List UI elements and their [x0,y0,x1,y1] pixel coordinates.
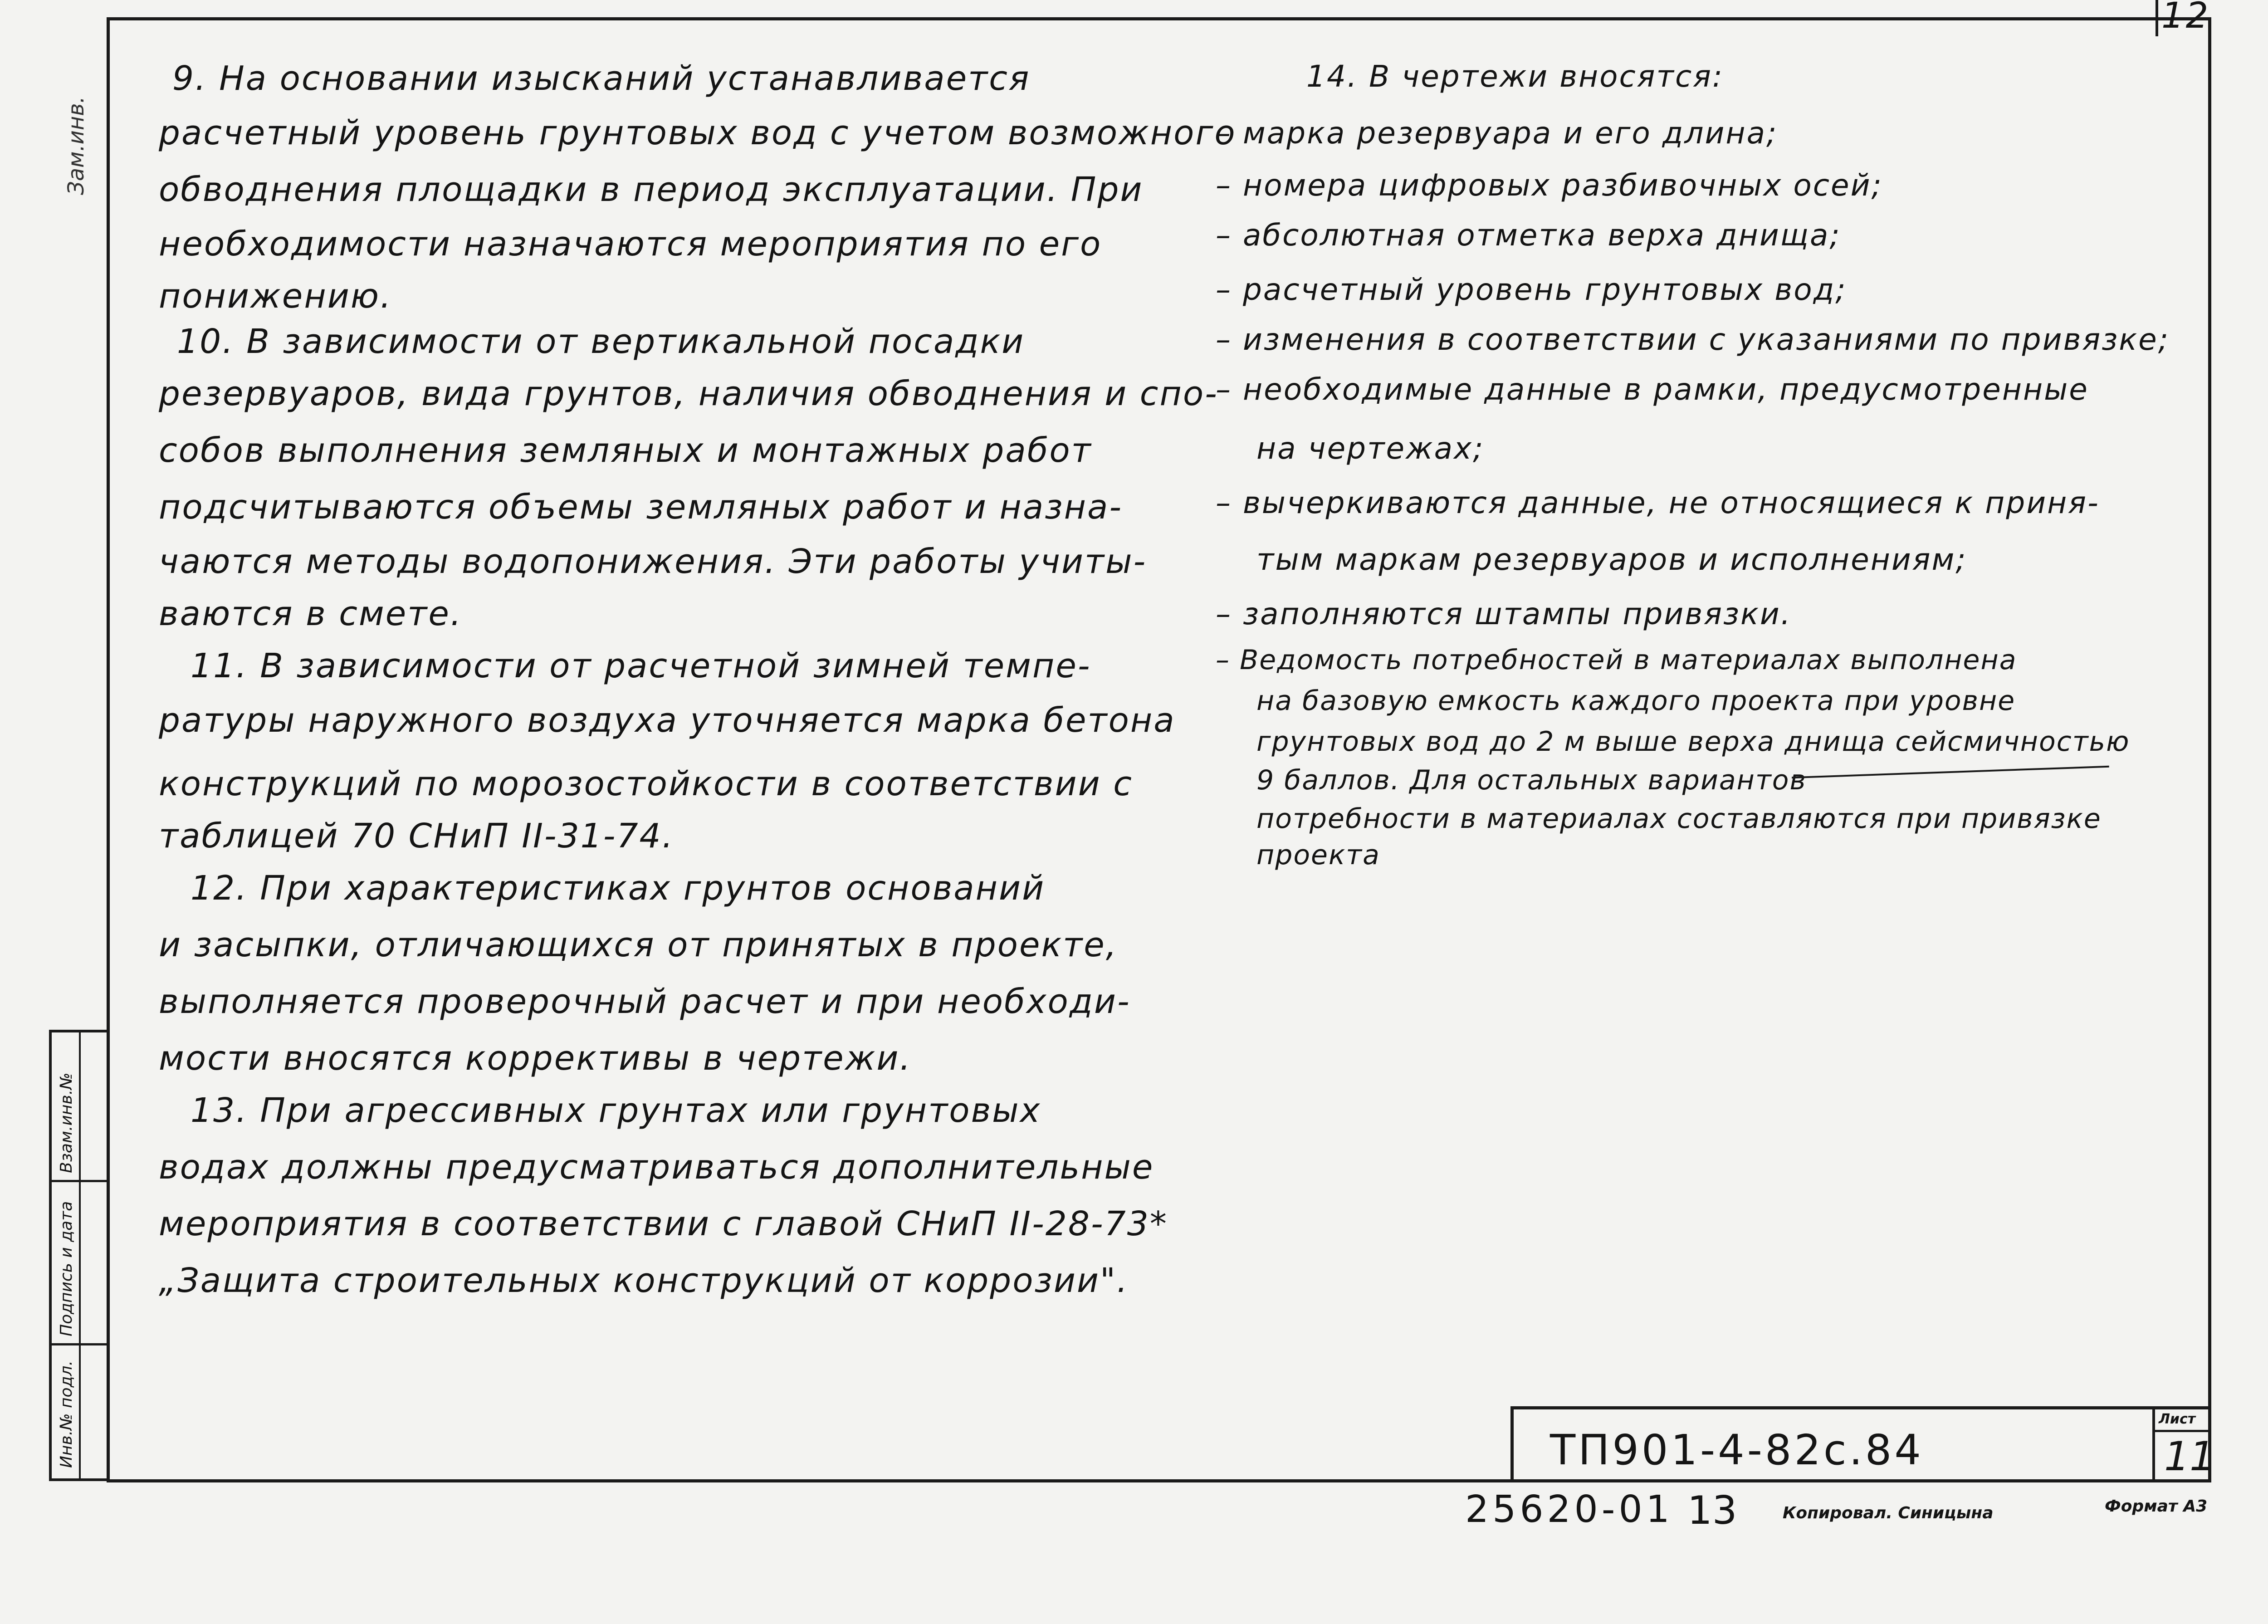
page-number: 13 [1687,1488,1737,1533]
text-line: 11. В зависимости от расчетной зимней темпе- [191,646,1091,685]
text-line: и засыпки, отличающихся от принятых в проекте, [159,925,1118,964]
text-line: понижению. [159,277,392,316]
text-line: выполняется проверочный расчет и при необходи- [159,982,1131,1021]
text-line: проекта [1256,839,1380,871]
side-stamp-cell [52,1345,108,1478]
text-line: – марка резервуара и его длина; [1216,116,1778,151]
text-line: 13. При агрессивных грунтах или грунтовых [191,1091,1041,1130]
text-line: таблицей 70 СНиП II-31-74. [159,817,675,856]
drawing-code: ТП901-4-82с.84 [1550,1426,1924,1474]
text-line: – заполняются штампы привязки. [1216,597,1792,631]
side-stamp-label: Подпись и дата [57,1201,76,1336]
sheet-cell-divider [2155,1430,2211,1432]
side-stamp-label: Инв.№ подл. [57,1360,76,1468]
text-line: – расчетный уровень грунтовых вод; [1216,272,1847,307]
text-line: чаются методы водопонижения. Эти работы учиты- [159,542,1147,581]
text-line: резервуаров, вида грунтов, наличия обводнения и спо- [159,374,1218,413]
sheet-cell [2152,1409,2215,1482]
text-line: – изменения в соответствии с указаниями по привязке; [1216,322,2170,357]
side-stamp-cell [52,1032,108,1182]
text-line: мости вносятся коррективы в чертежи. [159,1039,912,1078]
copied-by: Копировал. Синицына [1783,1504,1994,1522]
paper-format: Формат А3 [2105,1497,2208,1516]
corner-divider [2156,0,2158,36]
text-line: ратуры наружного воздуха уточняется марка бетона [159,701,1176,740]
text-line: водах должны предусматриваться дополнительные [159,1148,1154,1187]
text-line: грунтовых вод до 2 м выше верха днища сейсмичностью [1256,726,2130,758]
top-sheet-number: 12 [2161,0,2210,36]
inventory-number: 25620-01 [1465,1488,1673,1531]
text-line: 10. В зависимости от вертикальной посадки [177,322,1025,361]
text-line: мероприятия в соответствии с главой СНиП II-28-73* [159,1204,1168,1243]
text-line: – вычеркиваются данные, не относящиеся к приня- [1216,485,2100,520]
text-line: – необходимые данные в рамки, предусмотренные [1216,372,2089,407]
sheet-number: 11 [2164,1433,2215,1480]
text-line: собов выполнения земляных и монтажных работ [159,431,1092,470]
text-line: подсчитываются объемы земляных работ и назна- [159,488,1123,527]
side-approval-stamp [49,1030,108,1481]
sheet-label: Лист [2159,1411,2196,1427]
side-stamp-cell [52,1182,108,1345]
text-line: – номера цифровых разбивочных осей; [1216,168,1883,203]
text-line: – Ведомость потребностей в материалах выполнена [1216,644,2017,676]
text-line: необходимости назначаются мероприятия по его [159,225,1102,264]
text-line: на базовую емкость каждого проекта при уровне [1256,685,2016,717]
text-line: 14. В чертежи вносятся: [1306,59,1724,94]
title-block [1510,1406,2215,1482]
text-line: тым маркам резервуаров и исполнениям; [1256,542,1967,577]
text-line: „Защита строительных конструкций от коррозии". [159,1261,1129,1300]
text-line: на чертежах; [1256,431,1485,466]
archive-mark: Зам.инв. [64,96,89,195]
text-line: потребности в материалах составляются при привязке [1256,803,2102,835]
text-line: 9. На основании изысканий устанавливается [172,59,1031,98]
text-line: конструкций по морозостойкости в соответствии с [159,764,1133,803]
text-line: ваются в смете. [159,594,463,633]
text-line: обводнения площадки в период эксплуатации. При [159,170,1144,209]
side-stamp-label: Взам.инв.№ [57,1072,76,1173]
text-line: 9 баллов. Для остальных вариантов [1256,764,1807,796]
text-line: расчетный уровень грунтовых вод с учетом возможного [159,113,1237,152]
text-line: – абсолютная отметка верха днища; [1216,218,1841,253]
text-line: 12. При характеристиках грунтов оснований [191,869,1046,908]
